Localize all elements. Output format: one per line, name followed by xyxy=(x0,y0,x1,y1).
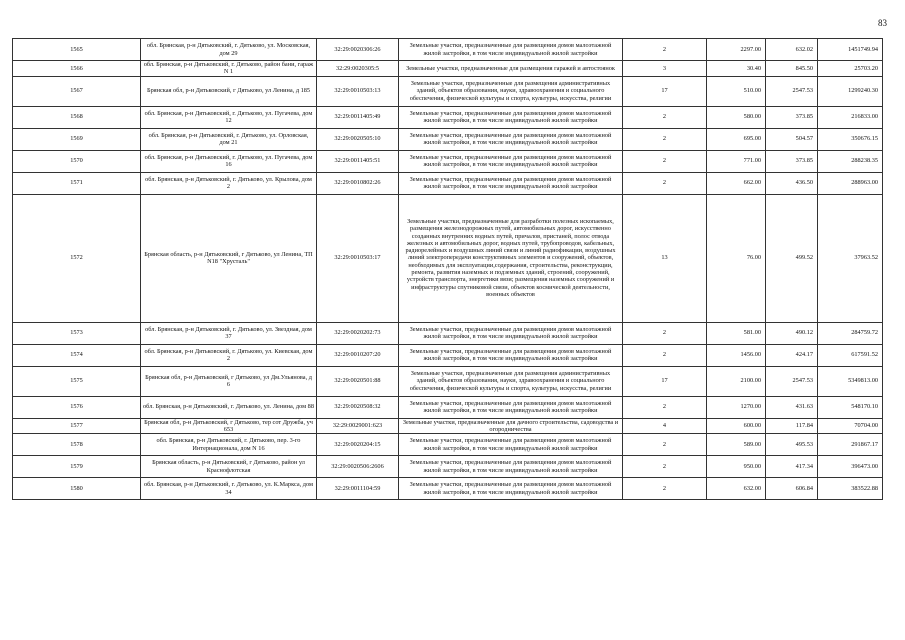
row-number: 1574 xyxy=(13,344,141,366)
area-cell: 76.00 xyxy=(707,194,766,322)
land-use-cell: Земельные участки, предназначенные для размещения домов малоэтажной жилой застройки, в том числе индивидуальной жилой застройки xyxy=(399,322,623,344)
land-use-cell: Земельные участки, предназначенные для размещения домов малоэтажной жилой застройки, в том числе индивидуальной жилой застройки xyxy=(399,456,623,478)
address-cell: обл. Брянская, р-н Дятьковский, г. Дятьково, пер. 3-го Интернационала, дом N 16 xyxy=(141,434,317,456)
cadastral-number-cell: 32:29:0020204:15 xyxy=(317,434,399,456)
specific-value-cell: 424.17 xyxy=(766,344,818,366)
area-cell: 662.00 xyxy=(707,172,766,194)
cadastral-number-cell: 32:29:0029001:623 xyxy=(317,418,399,434)
cadastral-value-cell: 548170.10 xyxy=(818,396,883,418)
row-number: 1580 xyxy=(13,478,141,500)
group-cell: 2 xyxy=(623,106,707,128)
area-cell: 30.40 xyxy=(707,61,766,77)
address-cell: обл. Брянская, р-н Дятьковский, г. Дятьково, ул. Пугачева, дом 12 xyxy=(141,106,317,128)
specific-value-cell: 845.50 xyxy=(766,61,818,77)
address-cell: обл. Брянская, р-н Дятьковский, г. Дятьково, ул. Ленина, дом 88 xyxy=(141,396,317,418)
table-row xyxy=(13,366,883,396)
specific-value-cell: 499.52 xyxy=(766,194,818,322)
specific-value-cell: 632.02 xyxy=(766,39,818,61)
table-row xyxy=(13,128,883,150)
specific-value-cell: 490.12 xyxy=(766,322,818,344)
group-cell: 2 xyxy=(623,434,707,456)
table-row xyxy=(13,106,883,128)
area-cell: 581.00 xyxy=(707,322,766,344)
row-number: 1571 xyxy=(13,172,141,194)
land-use-cell: Земельные участки, предназначенные для размещения домов малоэтажной жилой застройки, в том числе индивидуальной жилой застройки xyxy=(399,172,623,194)
land-use-cell: Земельные участки, предназначенные для дачного строительства, садоводства и огородничества xyxy=(399,418,623,434)
cadastral-number-cell: 32:29:0010207:20 xyxy=(317,344,399,366)
cadastral-number-cell: 32:29:0010503:17 xyxy=(317,194,399,322)
address-cell: обл. Брянская, р-н Дятьковский, г. Дятьково, ул. Крылова, дом 2 xyxy=(141,172,317,194)
land-use-cell: Земельные участки, предназначенные для размещения домов малоэтажной жилой застройки, в том числе индивидуальной жилой застройки xyxy=(399,478,623,500)
table-row xyxy=(13,39,883,61)
row-number: 1576 xyxy=(13,396,141,418)
address-cell: обл. Брянская, р-н Дятьковский, г. Дятьково, ул. Звездная, дом 37 xyxy=(141,322,317,344)
address-cell: обл. Брянская, р-н Дятьковский, г. Дятьково, ул. К.Маркса, дом 34 xyxy=(141,478,317,500)
cadastral-number-cell: 32:29:0020505:10 xyxy=(317,128,399,150)
table-body xyxy=(13,39,883,500)
cadastral-number-cell: 32:29:0020506:2606 xyxy=(317,456,399,478)
address-cell: обл. Брянская, р-н Дятьковский, г. Дятьково, ул. Орловская, дом 21 xyxy=(141,128,317,150)
land-use-cell: Земельные участки, предназначенные для размещения административных зданий, объектов образования, науки, здравоохранения и социального обеспечения, физической культуры и спорта, культуры, искусства, религии xyxy=(399,366,623,396)
table-row xyxy=(13,478,883,500)
group-cell: 2 xyxy=(623,478,707,500)
address-cell: обл. Брянская, р-н Дятьковский, г. Дятьково, район бани, гараж N 1 xyxy=(141,61,317,77)
area-cell: 580.00 xyxy=(707,106,766,128)
group-cell: 2 xyxy=(623,172,707,194)
land-use-cell: Земельные участки, предназначенные для разработки полезных ископаемых, размещения железнодорожных путей, автомобильных дорог, искусственно созданных внутренних водных путей, причалов, пристаней, полос отвода железных и автомобильных дорог, водных путей, трубопроводов, кабельных, радиорелейных и воздушных линий связи и линий радиофикации, воздушных линий электропередачи конструктивных элементов и сооружений, объектов, необходимых для эксплуатации,содержания, строительства, реконструкции, ремонта, развития наземных и подземных зданий, строений, сооружений, устройств транспорта, энергетики вязи; размещения наземных сооружений и инфраструктуры спутниковой связи, объектов космической деятельности, военных объектов xyxy=(399,194,623,322)
group-cell: 2 xyxy=(623,456,707,478)
group-cell: 17 xyxy=(623,366,707,396)
land-use-cell: Земельные участки, предназначенные для размещения домов малоэтажной жилой застройки, в том числе индивидуальной жилой застройки xyxy=(399,39,623,61)
area-cell: 1456.00 xyxy=(707,344,766,366)
specific-value-cell: 495.53 xyxy=(766,434,818,456)
address-cell: Брянская область, р-н Дятьковский, г Дятьково, ул Ленина, ТП N18 "Хрусталь" xyxy=(141,194,317,322)
table-row xyxy=(13,434,883,456)
address-cell: Брянская обл, р-н Дятьковский, г Дятьково, тер сот Дружба, уч 653 xyxy=(141,418,317,434)
table-row xyxy=(13,322,883,344)
group-cell: 2 xyxy=(623,322,707,344)
row-number: 1569 xyxy=(13,128,141,150)
cadastral-value-cell: 5349813.00 xyxy=(818,366,883,396)
table-row xyxy=(13,396,883,418)
cadastral-number-cell: 32:29:0020305:5 xyxy=(317,61,399,77)
address-cell: обл. Брянская, р-н Дятьковский, г. Дятьково, ул. Московская, дом 29 xyxy=(141,39,317,61)
specific-value-cell: 2547.53 xyxy=(766,76,818,106)
cadastral-number-cell: 32:29:0020508:32 xyxy=(317,396,399,418)
cadastral-number-cell: 32:29:0011405:51 xyxy=(317,150,399,172)
group-cell: 2 xyxy=(623,344,707,366)
table-row xyxy=(13,344,883,366)
row-number: 1565 xyxy=(13,39,141,61)
cadastral-number-cell: 32:29:0011405:49 xyxy=(317,106,399,128)
table-row xyxy=(13,172,883,194)
address-cell: обл. Брянская, р-н Дятьковский, г. Дятьково, ул. Пугачева, дом 16 xyxy=(141,150,317,172)
row-number: 1572 xyxy=(13,194,141,322)
group-cell: 2 xyxy=(623,128,707,150)
cadastral-number-cell: 32:29:0020306:26 xyxy=(317,39,399,61)
row-number: 1578 xyxy=(13,434,141,456)
specific-value-cell: 117.84 xyxy=(766,418,818,434)
cadastral-value-cell: 288238.35 xyxy=(818,150,883,172)
table-row xyxy=(13,194,883,322)
cadastral-number-cell: 32:29:0020501:88 xyxy=(317,366,399,396)
group-cell: 2 xyxy=(623,150,707,172)
row-number: 1567 xyxy=(13,76,141,106)
cadastral-value-cell: 25703.20 xyxy=(818,61,883,77)
table-row xyxy=(13,150,883,172)
cadastral-value-cell: 350676.15 xyxy=(818,128,883,150)
cadastral-value-cell: 284759.72 xyxy=(818,322,883,344)
cadastral-value-cell: 617591.52 xyxy=(818,344,883,366)
cadastral-value-cell: 396473.00 xyxy=(818,456,883,478)
area-cell: 510.00 xyxy=(707,76,766,106)
specific-value-cell: 2547.53 xyxy=(766,366,818,396)
cadastral-value-cell: 1299240.30 xyxy=(818,76,883,106)
specific-value-cell: 606.84 xyxy=(766,478,818,500)
row-number: 1570 xyxy=(13,150,141,172)
area-cell: 589.00 xyxy=(707,434,766,456)
cadastral-number-cell: 32:29:0020202:73 xyxy=(317,322,399,344)
area-cell: 1270.00 xyxy=(707,396,766,418)
group-cell: 2 xyxy=(623,39,707,61)
row-number: 1573 xyxy=(13,322,141,344)
land-use-cell: Земельные участки, предназначенные для размещения домов малоэтажной жилой застройки, в том числе индивидуальной жилой застройки xyxy=(399,106,623,128)
table-row xyxy=(13,456,883,478)
cadastral-value-cell: 288963.00 xyxy=(818,172,883,194)
specific-value-cell: 431.63 xyxy=(766,396,818,418)
table-row xyxy=(13,61,883,77)
specific-value-cell: 504.57 xyxy=(766,128,818,150)
row-number: 1566 xyxy=(13,61,141,77)
land-use-cell: Земельные участки, предназначенные для размещения гаражей и автостоянок xyxy=(399,61,623,77)
address-cell: обл. Брянская, р-н Дятьковский, г. Дятьково, ул. Киевская, дом 2 xyxy=(141,344,317,366)
area-cell: 600.00 xyxy=(707,418,766,434)
cadastral-number-cell: 32:29:0010503:13 xyxy=(317,76,399,106)
specific-value-cell: 436.50 xyxy=(766,172,818,194)
land-use-cell: Земельные участки, предназначенные для размещения домов малоэтажной жилой застройки, в том числе индивидуальной жилой застройки xyxy=(399,344,623,366)
group-cell: 3 xyxy=(623,61,707,77)
area-cell: 2100.00 xyxy=(707,366,766,396)
cadastral-value-cell: 1451749.94 xyxy=(818,39,883,61)
land-use-cell: Земельные участки, предназначенные для размещения домов малоэтажной жилой застройки, в том числе индивидуальной жилой застройки xyxy=(399,128,623,150)
specific-value-cell: 373.85 xyxy=(766,150,818,172)
group-cell: 4 xyxy=(623,418,707,434)
area-cell: 771.00 xyxy=(707,150,766,172)
cadastral-number-cell: 32:29:0010802:26 xyxy=(317,172,399,194)
land-use-cell: Земельные участки, предназначенные для размещения домов малоэтажной жилой застройки, в том числе индивидуальной жилой застройки xyxy=(399,434,623,456)
land-use-cell: Земельные участки, предназначенные для размещения административных зданий, объектов образования, науки, здравоохранения и социального обеспечения, физической культуры и спорта, культуры, искусства, религии xyxy=(399,76,623,106)
cadastral-value-cell: 37963.52 xyxy=(818,194,883,322)
page-number: 83 xyxy=(878,18,887,28)
land-use-cell: Земельные участки, предназначенные для размещения домов малоэтажной жилой застройки, в том числе индивидуальной жилой застройки xyxy=(399,396,623,418)
specific-value-cell: 373.85 xyxy=(766,106,818,128)
group-cell: 2 xyxy=(623,396,707,418)
address-cell: Брянская обл, р-н Дятьковский, г Дятьково, ул Ленина, д 185 xyxy=(141,76,317,106)
row-number: 1577 xyxy=(13,418,141,434)
group-cell: 17 xyxy=(623,76,707,106)
cadastral-value-cell: 70704.00 xyxy=(818,418,883,434)
row-number: 1579 xyxy=(13,456,141,478)
cadastral-value-cell: 383522.88 xyxy=(818,478,883,500)
area-cell: 695.00 xyxy=(707,128,766,150)
cadastral-value-table xyxy=(12,38,883,500)
group-cell: 13 xyxy=(623,194,707,322)
cadastral-value-cell: 216833.00 xyxy=(818,106,883,128)
specific-value-cell: 417.34 xyxy=(766,456,818,478)
cadastral-value-cell: 291867.17 xyxy=(818,434,883,456)
table-row xyxy=(13,76,883,106)
table-row xyxy=(13,418,883,434)
area-cell: 950.00 xyxy=(707,456,766,478)
row-number: 1575 xyxy=(13,366,141,396)
cadastral-number-cell: 32:29:0011104:59 xyxy=(317,478,399,500)
address-cell: Брянская область, р-н Дятьковский, г Дятьково, район ул Краснофлотская xyxy=(141,456,317,478)
row-number: 1568 xyxy=(13,106,141,128)
area-cell: 2297.00 xyxy=(707,39,766,61)
address-cell: Брянская обл, р-н Дятьковский, г Дятьково, ул Дм.Ульянова, д 6 xyxy=(141,366,317,396)
land-use-cell: Земельные участки, предназначенные для размещения домов малоэтажной жилой застройки, в том числе индивидуальной жилой застройки xyxy=(399,150,623,172)
area-cell: 632.00 xyxy=(707,478,766,500)
